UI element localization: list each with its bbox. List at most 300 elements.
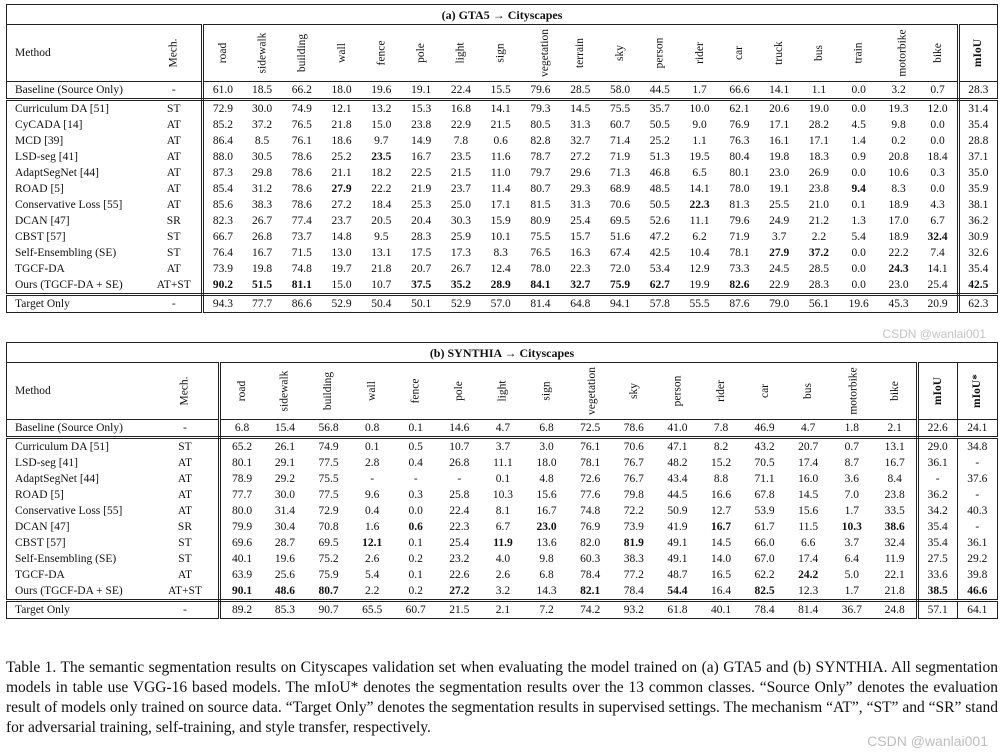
miou-cell: 30.9 (968, 231, 989, 243)
value-cell: 50.5 (649, 199, 670, 211)
class-header-person (640, 25, 680, 82)
mech-header (147, 25, 203, 82)
miou-cell: 36.1 (917, 455, 957, 471)
value-cell: 93.2 (623, 604, 644, 616)
value-cell: 10.7 (449, 441, 470, 453)
value-cell: 9.4 (851, 183, 866, 195)
value-cell: 25.4 (570, 215, 591, 227)
value-cell: 58.0 (600, 82, 640, 100)
value-cell: 22.3 (689, 199, 710, 211)
class-header-text: terrain (574, 37, 587, 69)
mech-cell: SR (147, 213, 203, 229)
mech-cell: - (152, 601, 220, 619)
value-cell: 1.8 (830, 420, 874, 438)
class-header-text: rider (693, 42, 706, 64)
class-header-text: pole (453, 381, 466, 401)
value-cell: 23.8 (874, 487, 918, 503)
value-cell: 19.1 (401, 82, 441, 100)
value-cell: 0.1 (851, 199, 866, 211)
value-cell: 3.7 (495, 441, 511, 453)
value-cell: 26.9 (808, 167, 830, 179)
class-header-text: sky (614, 45, 627, 61)
value-cell: 78.1 (729, 247, 750, 259)
value-cell: 7.8 (699, 420, 743, 438)
value-cell: 55.5 (689, 298, 710, 310)
table-row (7, 213, 998, 229)
table-row (7, 295, 998, 313)
value-cell: 8.7 (844, 457, 860, 469)
value-cell: 12.3 (786, 583, 830, 601)
miou-cell: 29.0 (917, 438, 957, 456)
value-cell: 8.3 (493, 247, 508, 259)
value-cell: 14.1 (759, 82, 799, 100)
value-cell: 33.5 (874, 503, 918, 519)
class-header-vegetation (521, 25, 561, 82)
class-header-text: vegetation (586, 367, 599, 415)
value-cell: 76.5 (291, 119, 312, 131)
value-cell: 0.0 (839, 277, 879, 295)
class-header-motorbike (830, 363, 874, 420)
value-cell: 49.1 (667, 537, 688, 549)
mech-cell: ST (152, 438, 220, 456)
table-title-row (7, 343, 998, 363)
value-cell: 17.1 (490, 199, 511, 211)
table-title-row (7, 5, 998, 25)
value-cell: 82.3 (212, 215, 234, 227)
value-cell: 72.2 (623, 505, 644, 517)
value-cell: 78.7 (530, 151, 551, 163)
method-cell: Curriculum DA [51] (15, 441, 109, 453)
value-cell: 25.2 (331, 151, 352, 163)
table-row (7, 245, 998, 261)
value-cell: 25.4 (918, 277, 958, 295)
class-header-road (202, 25, 242, 82)
value-cell: 75.5 (318, 473, 339, 485)
value-cell: 71.5 (291, 247, 312, 259)
value-cell: 66.2 (282, 82, 322, 100)
value-cell: 14.1 (689, 183, 710, 195)
value-cell: 0.1 (408, 569, 423, 581)
value-cell: - (457, 473, 462, 485)
value-cell: 0.2 (394, 583, 438, 601)
table-row (7, 535, 998, 551)
value-cell: 6.4 (844, 553, 860, 565)
mech-cell: AT (152, 455, 220, 471)
value-cell: 25.0 (450, 199, 471, 211)
value-cell: 4.0 (495, 553, 511, 565)
value-cell: 1.3 (851, 215, 866, 227)
table-row (7, 117, 998, 133)
value-cell: 78.6 (291, 167, 312, 179)
value-cell: 20.9 (918, 295, 958, 313)
value-cell: 31.3 (570, 199, 591, 211)
class-header-text: fence (409, 378, 422, 404)
class-header-text: bus (812, 45, 825, 61)
value-cell: 78.6 (291, 151, 312, 163)
value-cell: 78.4 (612, 583, 656, 601)
value-cell: 16.7 (251, 247, 273, 259)
watermark-bottom: CSDN @wanlai001 (867, 733, 988, 749)
class-header-person (656, 363, 700, 420)
value-cell: - (370, 473, 375, 485)
value-cell: 90.2 (202, 277, 242, 295)
miou-header-text: mIoU (972, 38, 985, 68)
value-cell: 23.5 (450, 151, 471, 163)
value-cell: 22.1 (874, 567, 918, 583)
value-cell: 80.0 (231, 505, 253, 517)
value-cell: 30.3 (450, 215, 471, 227)
value-cell: 75.9 (600, 277, 640, 295)
value-cell: 10.3 (841, 521, 862, 533)
value-cell: 3.0 (539, 441, 554, 453)
value-cell: 15.6 (798, 505, 819, 517)
value-cell: 28.5 (560, 82, 600, 100)
class-header-text: bike (888, 381, 901, 401)
method-cell: Self-Ensembling (SE) (15, 247, 117, 259)
value-cell: 18.9 (888, 199, 909, 211)
miou-header (958, 25, 997, 82)
value-cell: 15.0 (371, 119, 392, 131)
method-cell: Baseline (Source Only) (7, 420, 152, 438)
value-cell: 65.2 (231, 441, 253, 453)
value-cell: 50.4 (371, 298, 392, 310)
value-cell: 25.2 (649, 135, 670, 147)
value-cell: 24.8 (874, 601, 918, 619)
value-cell: 57.0 (490, 298, 511, 310)
value-cell: 87.3 (212, 167, 234, 179)
value-cell: 81.3 (729, 199, 750, 211)
value-cell: 80.9 (530, 215, 551, 227)
value-cell: 11.4 (490, 183, 511, 195)
table-row (7, 100, 998, 118)
class-header-vegetation (568, 363, 612, 420)
value-cell: 65.5 (362, 604, 383, 616)
class-header-motorbike (879, 25, 919, 82)
value-cell: 26.8 (251, 231, 273, 243)
value-cell: 71.4 (609, 135, 631, 147)
value-cell: 72.0 (609, 263, 631, 275)
class-header-sky (600, 25, 640, 82)
value-cell: 0.9 (851, 151, 866, 163)
value-cell: 11.5 (798, 521, 819, 533)
value-cell: 9.5 (374, 231, 389, 243)
value-cell: 0.0 (851, 247, 866, 259)
value-cell: 16.1 (769, 135, 790, 147)
class-header-text: motorbike (896, 29, 909, 77)
value-cell: 19.1 (769, 183, 790, 195)
value-cell: 48.7 (667, 569, 688, 581)
value-cell: 12.9 (689, 263, 710, 275)
value-cell: 21.8 (331, 119, 352, 131)
value-cell: 12.1 (331, 103, 352, 115)
class-header-truck (759, 25, 799, 82)
value-cell: 7.4 (918, 245, 958, 261)
value-cell: 16.7 (710, 521, 732, 533)
value-cell: 76.7 (623, 473, 644, 485)
miou-cell: 35.4 (917, 519, 957, 535)
value-cell: 89.2 (231, 604, 253, 616)
class-header-text: road (216, 42, 229, 64)
value-cell: 11.0 (490, 167, 511, 179)
table-row (7, 438, 998, 456)
class-header-sidewalk (263, 363, 307, 420)
value-cell: 61.8 (667, 604, 688, 616)
value-cell: 28.9 (481, 277, 521, 295)
value-cell: 5.0 (844, 569, 860, 581)
miou-cell: 39.8 (967, 569, 988, 581)
table-row (7, 519, 998, 535)
mech-cell: AT (147, 181, 203, 197)
value-cell: 18.4 (371, 199, 392, 211)
value-cell: 11.9 (493, 537, 513, 549)
value-cell: 11.1 (689, 215, 710, 227)
table-row (7, 601, 998, 619)
value-cell: 77.5 (318, 457, 339, 469)
value-cell: 78.9 (231, 473, 253, 485)
value-cell: 86.6 (291, 298, 312, 310)
value-cell: 14.0 (710, 553, 732, 565)
method-cell: Target Only (15, 604, 70, 616)
value-cell: 0.6 (408, 521, 423, 533)
value-cell: 14.6 (438, 420, 482, 438)
value-cell: 79.0 (769, 298, 790, 310)
value-cell: 74.2 (580, 604, 601, 616)
class-header-pole (401, 25, 441, 82)
value-cell: 31.4 (274, 505, 295, 517)
value-cell: 43.4 (667, 473, 688, 485)
method-cell: Self-Ensembling (SE) (15, 553, 117, 565)
class-header-sign (525, 363, 569, 420)
value-cell: 8.5 (254, 135, 270, 147)
class-header-building (282, 25, 322, 82)
value-cell: 19.0 (808, 103, 830, 115)
value-cell: 0.0 (851, 103, 866, 115)
value-cell: 4.8 (539, 473, 554, 485)
value-cell: 14.5 (710, 537, 732, 549)
value-cell: 16.7 (411, 151, 432, 163)
value-cell: 12.7 (710, 505, 732, 517)
class-header-text: road (236, 380, 249, 402)
method-cell: Target Only (15, 298, 70, 310)
miou-header-text: mIoU* (971, 374, 984, 408)
value-cell: 23.0 (879, 277, 919, 295)
table-row (7, 583, 998, 601)
value-cell: 71.1 (754, 473, 775, 485)
class-header-train (839, 25, 879, 82)
class-header-text: motorbike (847, 367, 860, 415)
miou-cell: 35.4 (917, 535, 957, 551)
value-cell: 36.7 (841, 604, 862, 616)
value-cell: 88.0 (212, 151, 234, 163)
value-cell: 6.7 (918, 213, 958, 229)
value-cell: 18.3 (808, 151, 830, 163)
method-cell: DCAN [47] (15, 521, 70, 533)
value-cell: 0.3 (918, 165, 958, 181)
value-cell: 75.5 (530, 231, 551, 243)
value-cell: 54.4 (656, 583, 700, 601)
value-cell: 22.4 (441, 82, 481, 100)
value-cell: 81.9 (623, 537, 644, 549)
value-cell: 75.5 (609, 103, 631, 115)
value-cell: 69.5 (609, 215, 631, 227)
mech-cell: AT (152, 503, 220, 519)
class-header-bike (874, 363, 918, 420)
value-cell: 46.8 (649, 167, 670, 179)
class-header-sign (481, 25, 521, 82)
value-cell: 0.0 (918, 181, 958, 197)
value-cell: 0.1 (394, 420, 438, 438)
value-cell: 29.8 (251, 167, 273, 179)
value-cell: 64.8 (570, 298, 591, 310)
miou-cell: 64.1 (967, 604, 988, 616)
value-cell: 22.3 (449, 521, 470, 533)
value-cell: 2.1 (495, 604, 511, 616)
value-cell: 20.6 (769, 103, 790, 115)
class-header-text: sky (627, 383, 640, 399)
value-cell: 24.9 (769, 215, 790, 227)
value-cell: 17.1 (808, 135, 830, 147)
value-cell: 81.1 (282, 277, 322, 295)
class-header-text: wall (366, 381, 379, 401)
miou-cell: 27.5 (917, 551, 957, 567)
value-cell: 30.0 (251, 103, 273, 115)
value-cell: 75.2 (318, 553, 339, 565)
mech-cell: AT (152, 567, 220, 583)
value-cell: 10.7 (361, 277, 401, 295)
value-cell: 32.7 (570, 135, 591, 147)
mech-cell: AT+ST (147, 277, 203, 295)
value-cell: 26.8 (449, 457, 470, 469)
value-cell: 29.3 (570, 183, 591, 195)
value-cell: 80.4 (729, 151, 750, 163)
value-cell: 0.5 (408, 441, 423, 453)
value-cell: 6.8 (525, 420, 569, 438)
value-cell: 24.2 (798, 569, 819, 581)
value-cell: 79.9 (231, 521, 253, 533)
method-cell: CBST [57] (15, 537, 66, 549)
class-header-sky (612, 363, 656, 420)
miou-cell: 35.0 (968, 167, 989, 179)
class-header-text: person (653, 37, 666, 69)
miou-cell: 34.8 (967, 441, 988, 453)
value-cell: 19.3 (888, 103, 909, 115)
class-header-text: sidewalk (278, 370, 291, 412)
miou-cell: 24.1 (957, 420, 997, 438)
value-cell: 0.0 (851, 167, 866, 179)
value-cell: 81.4 (530, 298, 551, 310)
class-header-text: car (733, 45, 746, 61)
value-cell: 19.6 (361, 82, 401, 100)
value-cell: 12.0 (918, 100, 958, 118)
value-cell: 16.5 (710, 569, 732, 581)
value-cell: 60.7 (405, 604, 426, 616)
table-row (7, 471, 998, 487)
table-row (7, 82, 998, 100)
value-cell: 22.9 (450, 119, 471, 131)
miou-cell: 35.4 (968, 119, 989, 131)
method-cell: ROAD [5] (15, 183, 64, 195)
miou-cell: - (917, 471, 957, 487)
value-cell: 37.2 (251, 119, 273, 131)
miou-cell: 42.5 (958, 277, 997, 295)
value-cell: 50.9 (667, 505, 688, 517)
value-cell: 18.0 (322, 82, 362, 100)
value-cell: 27.9 (769, 247, 790, 259)
value-cell: 74.9 (291, 103, 312, 115)
method-cell: Curriculum DA [51] (15, 103, 109, 115)
value-cell: 8.4 (874, 471, 918, 487)
value-cell: 2.6 (364, 553, 380, 565)
value-cell: 27.2 (438, 583, 482, 601)
value-cell: 3.2 (879, 82, 919, 100)
value-cell: 73.7 (291, 231, 312, 243)
miou-cell: 28.3 (958, 82, 997, 100)
value-cell: 85.6 (212, 199, 234, 211)
value-cell: 0.3 (408, 489, 423, 501)
mech-cell: ST (147, 245, 203, 261)
value-cell: 2.1 (874, 420, 918, 438)
table-row (7, 277, 998, 295)
method-cell: Ours (TGCF-DA + SE) (7, 583, 152, 601)
value-cell: 24.5 (769, 263, 790, 275)
class-header-text: bus (802, 383, 815, 399)
value-cell: 10.0 (689, 103, 710, 115)
miou-cell: 34.2 (917, 503, 957, 519)
value-cell: 53.4 (649, 263, 670, 275)
mech-header-text: Mech. (178, 376, 191, 406)
value-cell: 56.8 (307, 420, 351, 438)
value-cell: 70.6 (609, 199, 631, 211)
value-cell: 32.7 (560, 277, 600, 295)
value-cell: 0.1 (495, 473, 511, 485)
value-cell: 6.8 (539, 569, 554, 581)
value-cell: 22.6 (449, 569, 470, 581)
value-cell: 7.0 (844, 489, 860, 501)
value-cell: 66.6 (720, 82, 760, 100)
value-cell: 8.3 (891, 183, 906, 195)
value-cell: 15.5 (481, 82, 521, 100)
miou-cell: 36.1 (967, 537, 988, 549)
value-cell: 48.5 (649, 183, 670, 195)
value-cell: 80.5 (530, 119, 551, 131)
value-cell: 80.1 (231, 457, 253, 469)
value-cell: 14.9 (411, 135, 432, 147)
value-cell: 71.9 (729, 231, 750, 243)
value-cell: 70.8 (318, 521, 339, 533)
value-cell: 77.6 (580, 489, 601, 501)
header-row (7, 363, 998, 420)
value-cell: 0.0 (918, 117, 958, 133)
value-cell: 4.5 (851, 119, 866, 131)
value-cell: 77.4 (291, 215, 312, 227)
value-cell: 81.5 (530, 199, 551, 211)
value-cell: 62.2 (754, 569, 775, 581)
class-header-text: building (322, 371, 335, 411)
class-header-light (481, 363, 525, 420)
header-row (7, 25, 998, 82)
value-cell: 52.6 (649, 215, 670, 227)
class-header-fence (361, 25, 401, 82)
value-cell: 73.9 (623, 521, 644, 533)
value-cell: 17.3 (450, 247, 471, 259)
value-cell: 20.7 (411, 263, 432, 275)
value-cell: 21.8 (874, 583, 918, 601)
class-header-text: rider (715, 380, 727, 402)
value-cell: 57.8 (649, 298, 670, 310)
value-cell: 19.9 (680, 277, 720, 295)
value-cell: 13.6 (536, 537, 557, 549)
value-cell: 6.6 (801, 537, 816, 549)
